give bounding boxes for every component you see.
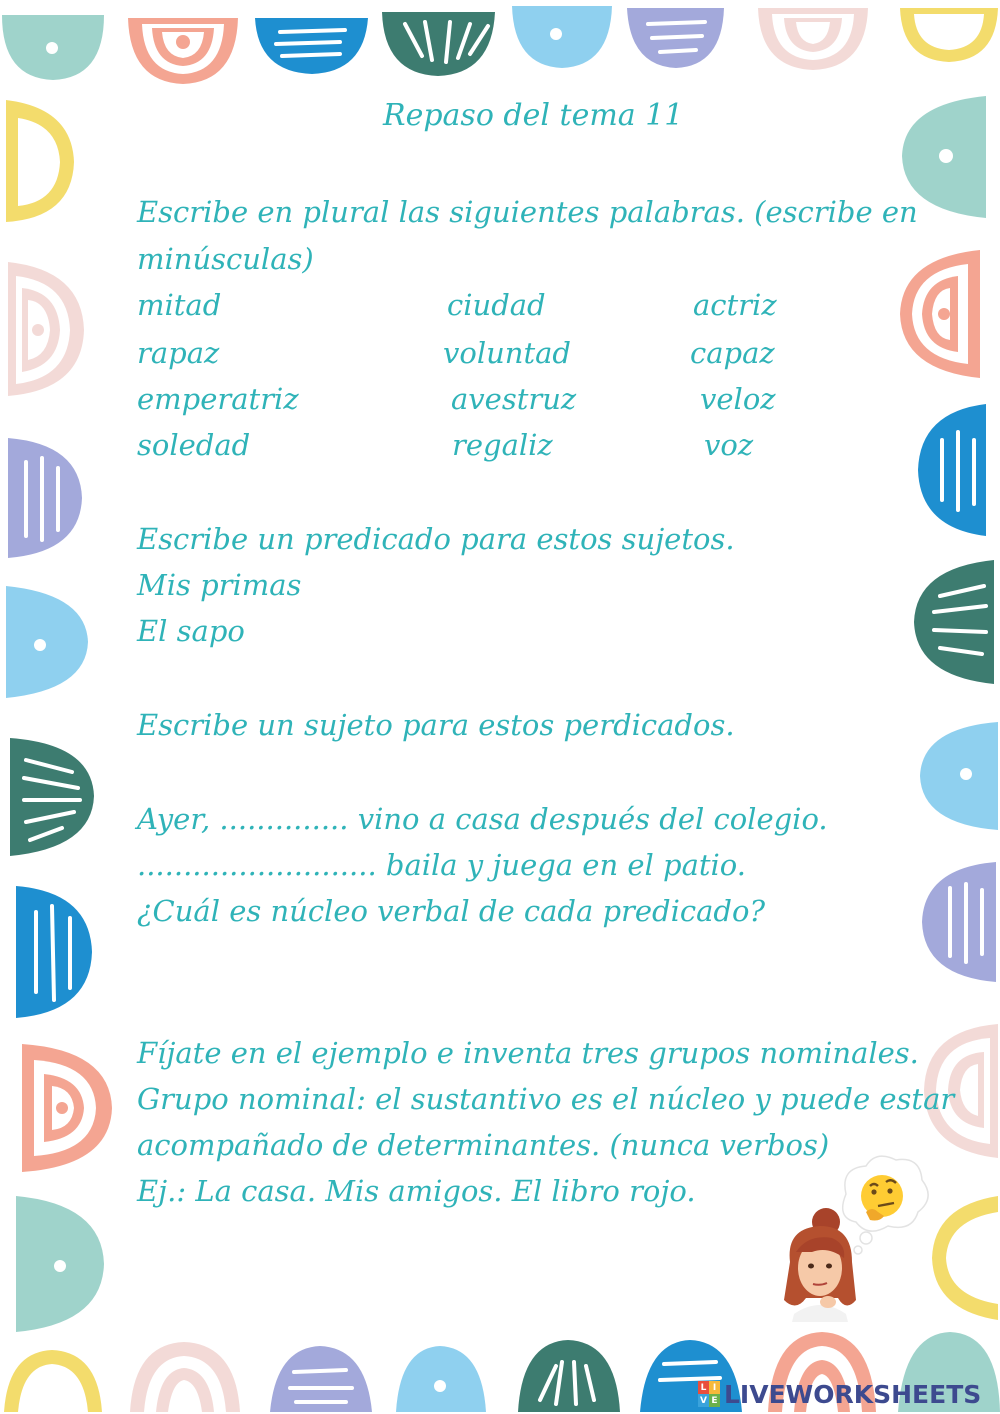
deco-left-8: [16, 1196, 104, 1332]
section1-instruction-line1: Escribe en plural las siguientes palabras. (escribe en: [137, 195, 918, 229]
deco-right-2: [900, 250, 980, 378]
section4-line2: Grupo nominal: el sustantivo es el núcleo y puede estar: [137, 1082, 955, 1116]
deco-top-6: [627, 8, 724, 68]
liveworksheets-logo-icon: L I V E: [698, 1381, 720, 1407]
deco-left-5: [10, 738, 94, 856]
deco-bottom-1: [4, 1350, 102, 1412]
word-rapaz: rapaz: [137, 336, 220, 370]
section1-instruction-line2: minúsculas): [137, 242, 314, 276]
deco-bottom-2: [130, 1342, 240, 1412]
deco-left-4: [6, 586, 88, 698]
liveworksheets-text: LIVEWORKSHEETS: [724, 1379, 982, 1409]
deco-left-6: [16, 886, 92, 1018]
deco-left-7: [22, 1044, 112, 1172]
deco-left-2: [8, 262, 84, 396]
word-veloz: veloz: [700, 382, 776, 416]
deco-top-8: [900, 8, 998, 62]
question-nucleo-verbal: ¿Cuál es núcleo verbal de cada predicado?: [137, 894, 766, 928]
deco-bottom-4: [396, 1346, 486, 1412]
word-voluntad: voluntad: [443, 336, 571, 370]
deco-right-3: [918, 404, 986, 536]
liveworksheets-brand[interactable]: [698, 1378, 981, 1410]
word-voz: voz: [704, 428, 754, 462]
subject-mis-primas: Mis primas: [137, 568, 302, 602]
deco-right-5: [920, 722, 998, 830]
deco-right-4: [914, 560, 994, 684]
deco-top-4: [382, 12, 495, 76]
deco-bottom-3: [270, 1346, 372, 1412]
sentence-ayer: Ayer, .............. vino a casa después del colegio.: [137, 802, 828, 836]
word-mitad: mitad: [137, 288, 222, 322]
thinking-girl-avatar-icon: [784, 1208, 856, 1322]
deco-top-3: [255, 18, 368, 74]
section3-instruction: Escribe un sujeto para estos perdicados.: [137, 708, 735, 742]
word-capaz: capaz: [690, 336, 775, 370]
sentence-baila: .......................... baila y juega en el patio.: [137, 848, 746, 882]
page-title: Repaso del tema 11: [383, 98, 684, 133]
word-emperatriz: emperatriz: [137, 382, 299, 416]
subject-el-sapo: El sapo: [137, 614, 245, 648]
deco-top-2: [128, 18, 238, 84]
section4-example: Ej.: La casa. Mis amigos. El libro rojo.: [137, 1174, 696, 1208]
deco-right-6: [922, 862, 996, 982]
word-actriz: actriz: [693, 288, 777, 322]
section4-line3: acompañado de determinantes. (nunca verbos): [137, 1128, 830, 1162]
section4-line1: Fíjate en el ejemplo e inventa tres grupos nominales.: [137, 1036, 919, 1070]
word-regaliz: regaliz: [452, 428, 553, 462]
section2-instruction: Escribe un predicado para estos sujetos.: [137, 522, 735, 556]
deco-right-8: [932, 1196, 998, 1320]
deco-left-1: [6, 100, 74, 222]
word-ciudad: ciudad: [447, 288, 546, 322]
deco-bottom-5: [518, 1340, 620, 1412]
deco-top-5: [512, 6, 612, 68]
deco-left-3: [8, 438, 82, 558]
deco-top-7: [758, 8, 868, 70]
deco-top-1: [2, 15, 104, 80]
word-avestruz: avestruz: [451, 382, 577, 416]
word-soledad: soledad: [137, 428, 251, 462]
